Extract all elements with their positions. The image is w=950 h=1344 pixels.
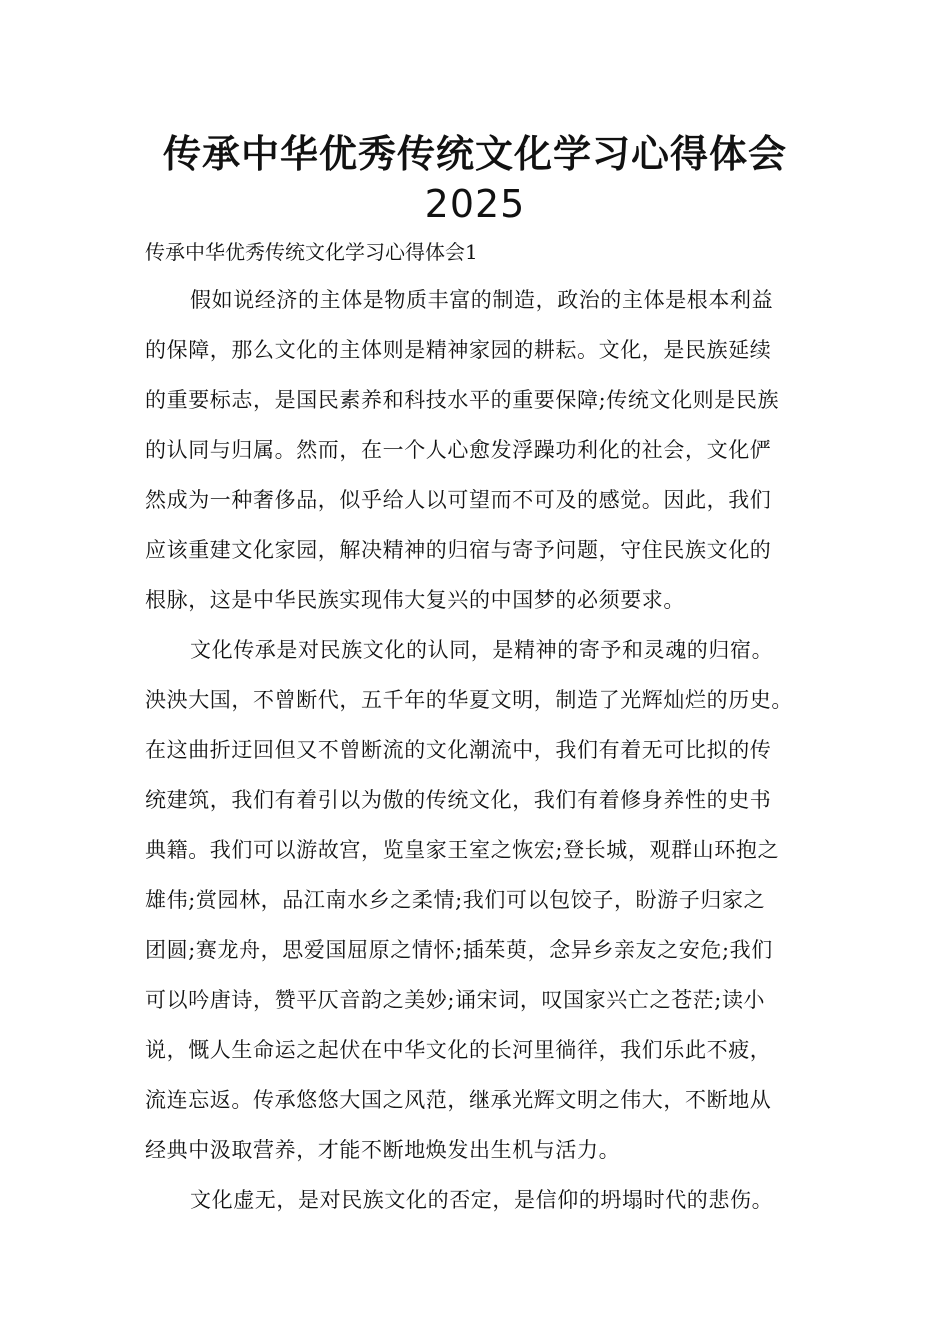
paragraph-line: 的保障，那么文化的主体则是精神家园的耕耘。文化，是民族延续 (145, 338, 772, 362)
paragraph-line: 假如说经济的主体是物质丰富的制造，政治的主体是根本利益 (190, 288, 774, 312)
paragraph-line: 说，慨人生命运之起伏在中华文化的长河里徜徉，我们乐此不疲， (145, 1038, 772, 1062)
paragraph-line: 文化虚无，是对民族文化的否定，是信仰的坍塌时代的悲伤。 (190, 1188, 774, 1212)
paragraph-line: 流连忘返。传承悠悠大国之风范，继承光辉文明之伟大，不断地从 (145, 1088, 772, 1112)
paragraph-line: 经典中汲取营养，才能不断地焕发出生机与活力。 (145, 1138, 621, 1162)
paragraph-line: 典籍。我们可以游故宫，览皇家王室之恢宏;登长城，观群山环抱之 (145, 838, 780, 862)
paragraph-line: 雄伟;赏园林，品江南水乡之柔情;我们可以包饺子，盼游子归家之 (145, 888, 766, 912)
section-heading: 传承中华优秀传统文化学习心得体会1 (145, 240, 478, 264)
paragraph-line: 应该重建文化家园，解决精神的归宿与寄予问题，守住民族文化的 (145, 538, 772, 562)
paragraph-line: 统建筑，我们有着引以为傲的传统文化，我们有着修身养性的史书 (145, 788, 772, 812)
paragraph-line: 根脉，这是中华民族实现伟大复兴的中国梦的必须要求。 (145, 588, 685, 612)
document-title: 传承中华优秀传统文化学习心得体会 (162, 132, 787, 176)
document-title-year: 2025 (424, 182, 526, 226)
paragraph-line: 然成为一种奢侈品，似乎给人以可望而不可及的感觉。因此，我们 (145, 488, 772, 512)
paragraph-line: 的认同与归属。然而，在一个人心愈发浮躁功利化的社会，文化俨 (145, 438, 772, 462)
paragraph-line: 的重要标志，是国民素养和科技水平的重要保障;传统文化则是民族 (145, 388, 780, 412)
paragraph-line: 泱泱大国，不曾断代，五千年的华夏文明，制造了光辉灿烂的历史。 (145, 688, 793, 712)
paragraph-line: 团圆;赛龙舟，思爱国屈原之情怀;插茱萸，念异乡亲友之安危;我们 (145, 938, 773, 962)
paragraph-line: 文化传承是对民族文化的认同，是精神的寄予和灵魂的归宿。 (190, 638, 774, 662)
paragraph-line: 在这曲折迂回但又不曾断流的文化潮流中，我们有着无可比拟的传 (145, 738, 772, 762)
paragraph-line: 可以吟唐诗，赞平仄音韵之美妙;诵宋词，叹国家兴亡之苍茫;读小 (145, 988, 766, 1012)
